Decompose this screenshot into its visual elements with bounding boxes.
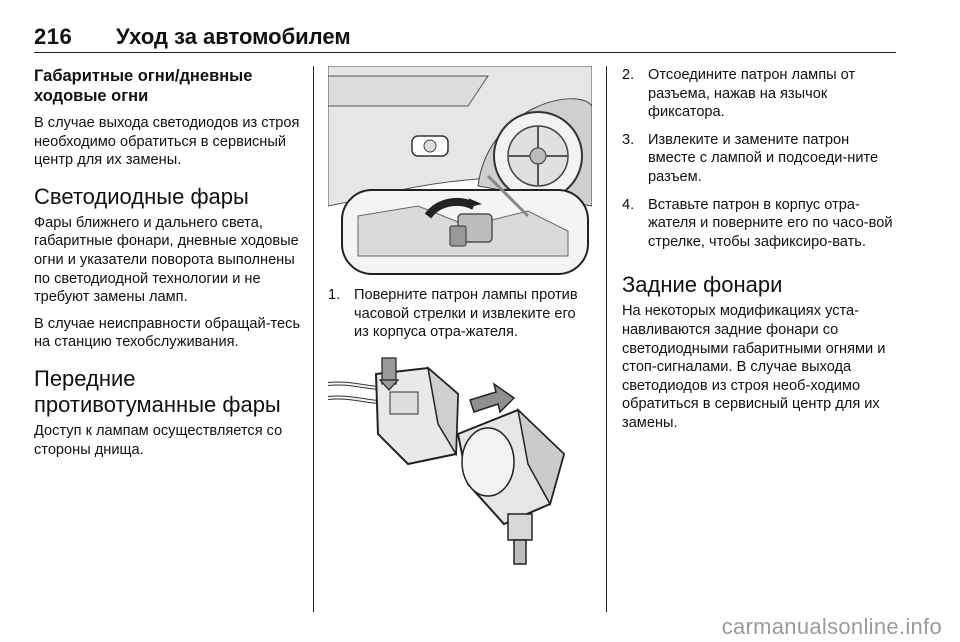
- watermark: carmanualsonline.info: [721, 614, 942, 639]
- column-divider-2: [606, 66, 607, 612]
- para-rear-lights: На некоторых модификациях уста-навливаются задние фонари со светодиодными габаритными огнями и стоп-сигналами. В случае выхода светодиодов из строя необ-ходимо обратиться в сервисный центр для их замены.: [622, 303, 886, 431]
- step-1: [328, 286, 592, 342]
- column-right: [622, 66, 898, 433]
- step-3-number: 3.: [622, 131, 635, 148]
- page-header: [34, 22, 896, 53]
- steps-list-1: [328, 286, 592, 342]
- step-3: [622, 131, 898, 187]
- step-4-text: Вставьте патрон в корпус отра-жателя и поверните его по часо-вой стрелке, чтобы зафиксиро-вать.: [648, 196, 893, 250]
- column-divider-1: [313, 66, 314, 612]
- para-led-2: В случае неисправности обращай-тесь на станцию техобслуживания.: [34, 315, 301, 351]
- step-1-number: 1.: [328, 287, 341, 303]
- page-number: 216: [34, 24, 73, 49]
- step-4: [622, 196, 898, 252]
- heading-front-fog: Передние противотуманные фары: [34, 365, 281, 417]
- chapter-title: Уход за автомобилем: [116, 24, 351, 49]
- step-4-number: 4.: [622, 196, 635, 213]
- para-fog: Доступ к лампам осуществляется со стороны днища.: [34, 422, 283, 458]
- step-1-text: Поверните патрон лампы против часовой стрелки и извлеките его из корпуса отра-жателя.: [354, 287, 578, 341]
- heading-rear-lights: Задние фонари: [622, 272, 783, 298]
- step-2-text: Отсоедините патрон лампы от разъема, нажав на язычок фиксатора.: [648, 67, 856, 121]
- step-2-number: 2.: [622, 67, 635, 83]
- step-3-text: Извлеките и замените патрон вместе с лампой и подсоеди-ните разъем.: [648, 131, 879, 185]
- heading-led-headlights: Светодиодные фары: [34, 183, 249, 209]
- step-2: [622, 66, 898, 122]
- column-middle: [328, 66, 592, 566]
- fog-lamp-access-illustration: [328, 66, 592, 278]
- bulb-socket-illustration: [328, 354, 592, 566]
- column-left: [34, 66, 302, 459]
- para-drl: В случае выхода светодиодов из строя необходимо обратиться в сервисный центр для их замены.: [34, 115, 300, 169]
- heading-drl: Габаритные огни/дневные ходовые огни: [34, 67, 253, 105]
- steps-list-2: [622, 66, 898, 251]
- para-led-1: Фары ближнего и дальнего света, габаритные фонари, дневные ходовые огни и указатели поворота выполнены по светодиодной технологии и не требуют замены ламп.: [34, 214, 299, 306]
